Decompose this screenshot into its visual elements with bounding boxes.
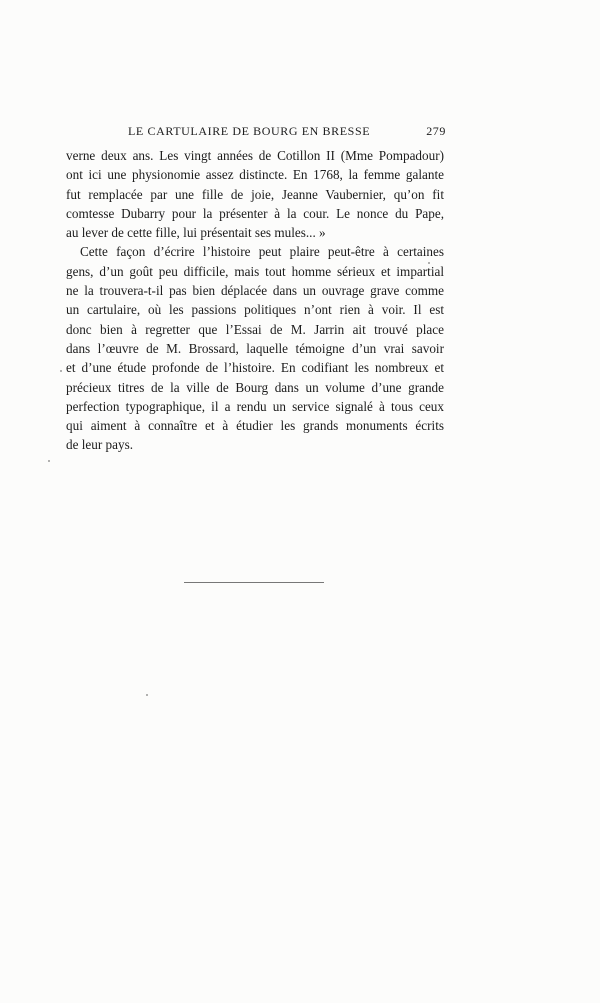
running-title: LE CARTULAIRE DE BOURG EN BRESSE <box>128 124 371 138</box>
text-line: de leur pays. <box>66 437 134 453</box>
paper-speck <box>60 370 62 372</box>
text-line: un cartulaire, où les passions politiques n’ont rien à voir. Il est <box>66 302 444 318</box>
text-line: au lever de cette fille, lui présentait ses mules... » <box>66 225 326 241</box>
text-line: précieux titres de la ville de Bourg dans un volume d’une grande <box>66 379 444 395</box>
text-line: ne la trouvera-t-il pas bien déplacée dans un ouvrage grave comme <box>66 283 444 299</box>
text-line: Cette façon d’écrire l’histoire peut plaire peut-être à certaines <box>80 244 444 260</box>
text-line: ont ici une physionomie assez distincte. En 1768, la femme galante <box>66 167 444 183</box>
text-line: et d’une étude profonde de l’histoire. En codifiant les nombreux et <box>66 360 444 376</box>
running-header <box>128 124 446 139</box>
text-line: gens, d’un goût peu difficile, mais tout homme sérieux et impartial <box>66 263 444 279</box>
text-line: comtesse Dubarry pour la présenter à la cour. Le nonce du Pape, <box>66 205 444 221</box>
body-text <box>66 146 444 455</box>
text-line: qui aiment à connaître et à étudier les grands monuments écrits <box>66 418 444 434</box>
text-line: donc bien à regretter que l’Essai de M. Jarrin ait trouvé place <box>66 321 444 337</box>
text-line: perfection typographique, il a rendu un service signalé à tous ceux <box>66 398 444 414</box>
text-line: dans l’œuvre de M. Brossard, laquelle témoigne d’un vrai savoir <box>66 340 444 356</box>
paper-speck <box>428 262 430 264</box>
paper-speck <box>48 460 50 462</box>
text-line: verne deux ans. Les vingt années de Cotillon II (Mme Pompadour) <box>66 148 444 163</box>
section-divider <box>184 582 324 583</box>
text-line: fut remplacée par une fille de joie, Jeanne Vaubernier, qu’on fit <box>66 186 444 202</box>
paper-speck <box>146 694 148 696</box>
page-number: 279 <box>426 124 446 138</box>
